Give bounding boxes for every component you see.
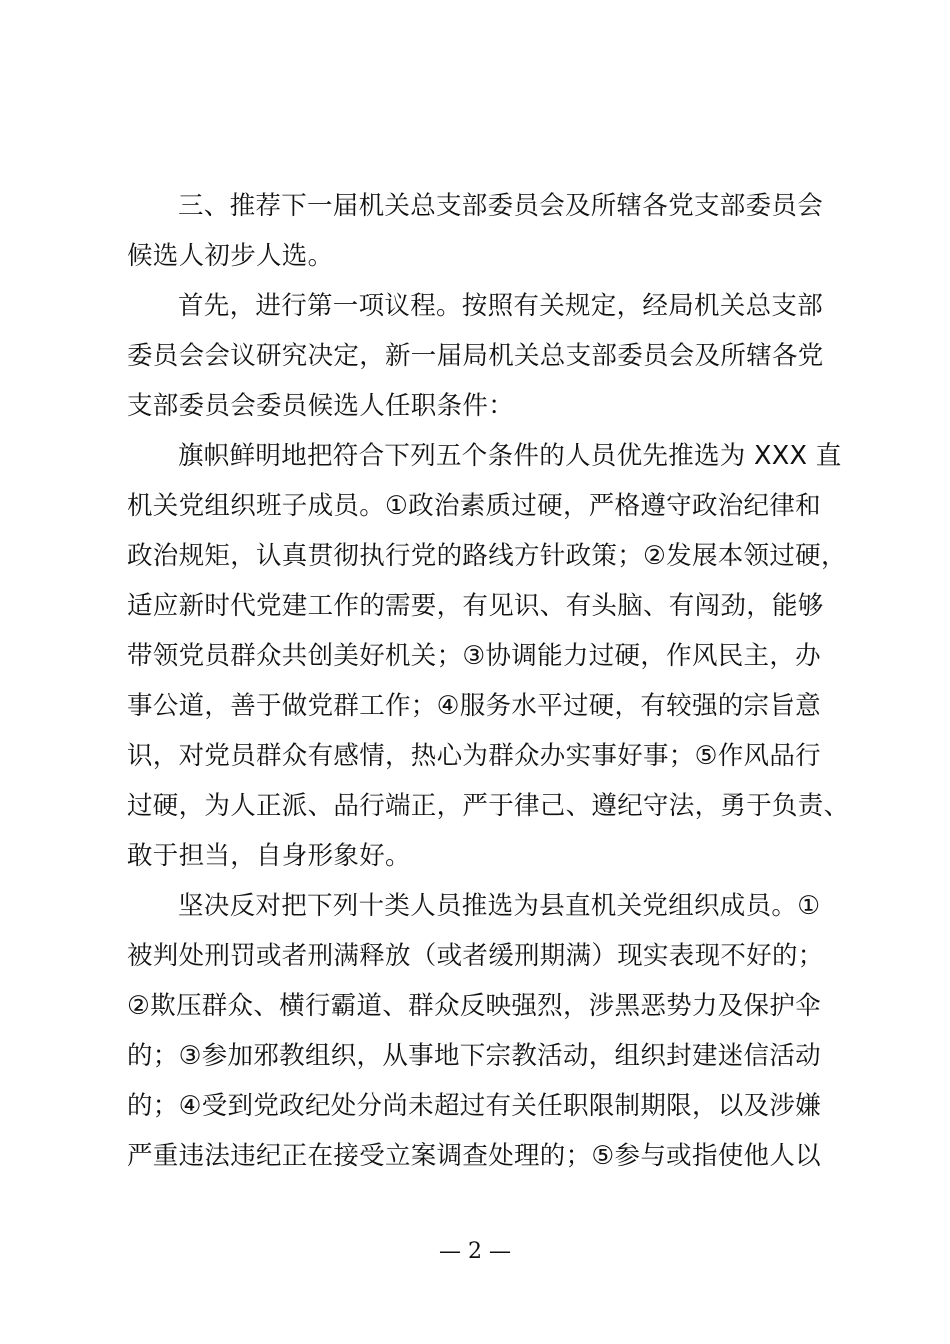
text-line: 识，对党员群众有感情，热心为群众办实事好事；⑤作风品行	[127, 741, 821, 771]
text-line: 适应新时代党建工作的需要，有见识、有头脑、有闯劲，能够	[127, 591, 824, 621]
text-line: 政治规矩，认真贯彻执行党的路线方针政策；②发展本领过硬，	[127, 541, 847, 571]
text-line: 严重违法违纪正在接受立案调查处理的；⑤参与或指使他人以	[127, 1141, 821, 1171]
page-number: — 2 —	[439, 1239, 511, 1264]
text-line: 候选人初步人选。	[127, 241, 334, 271]
text-line: 事公道，善于做党群工作；④服务水平过硬，有较强的宗旨意	[127, 691, 821, 721]
text-line: 敢于担当，自身形象好。	[127, 841, 411, 871]
text-line: 三、推荐下一届机关总支部委员会及所辖各党支部委员会	[178, 191, 824, 221]
text-line: 带领党员群众共创美好机关；③协调能力过硬，作风民主，办	[127, 641, 821, 671]
text-line: 首先，进行第一项议程。按照有关规定，经局机关总支部	[178, 291, 824, 321]
text-line: 机关党组织班子成员。①政治素质过硬，严格遵守政治纪律和	[127, 491, 821, 521]
text-line: 的；④受到党政纪处分尚未超过有关任职限制期限，以及涉嫌	[127, 1091, 821, 1121]
text-line: 坚决反对把下列十类人员推选为县直机关党组织成员。①	[178, 891, 821, 921]
text-line: 支部委员会委员候选人任职条件：	[127, 391, 515, 421]
text-line: 的；③参加邪教组织，从事地下宗教活动，组织封建迷信活动	[127, 1041, 821, 1071]
text-line: 旗帜鲜明地把符合下列五个条件的人员优先推选为 XXX 直	[178, 441, 842, 471]
text-line: 被判处刑罚或者刑满释放（或者缓刑期满）现实表现不好的；	[127, 941, 824, 971]
text-line: 过硬，为人正派、品行端正，严于律己、遵纪守法，勇于负责、	[127, 791, 850, 821]
text-line: 委员会会议研究决定，新一届局机关总支部委员会及所辖各党	[127, 341, 824, 371]
text-line: ②欺压群众、横行霸道、群众反映强烈，涉黑恶势力及保护伞	[127, 991, 821, 1021]
